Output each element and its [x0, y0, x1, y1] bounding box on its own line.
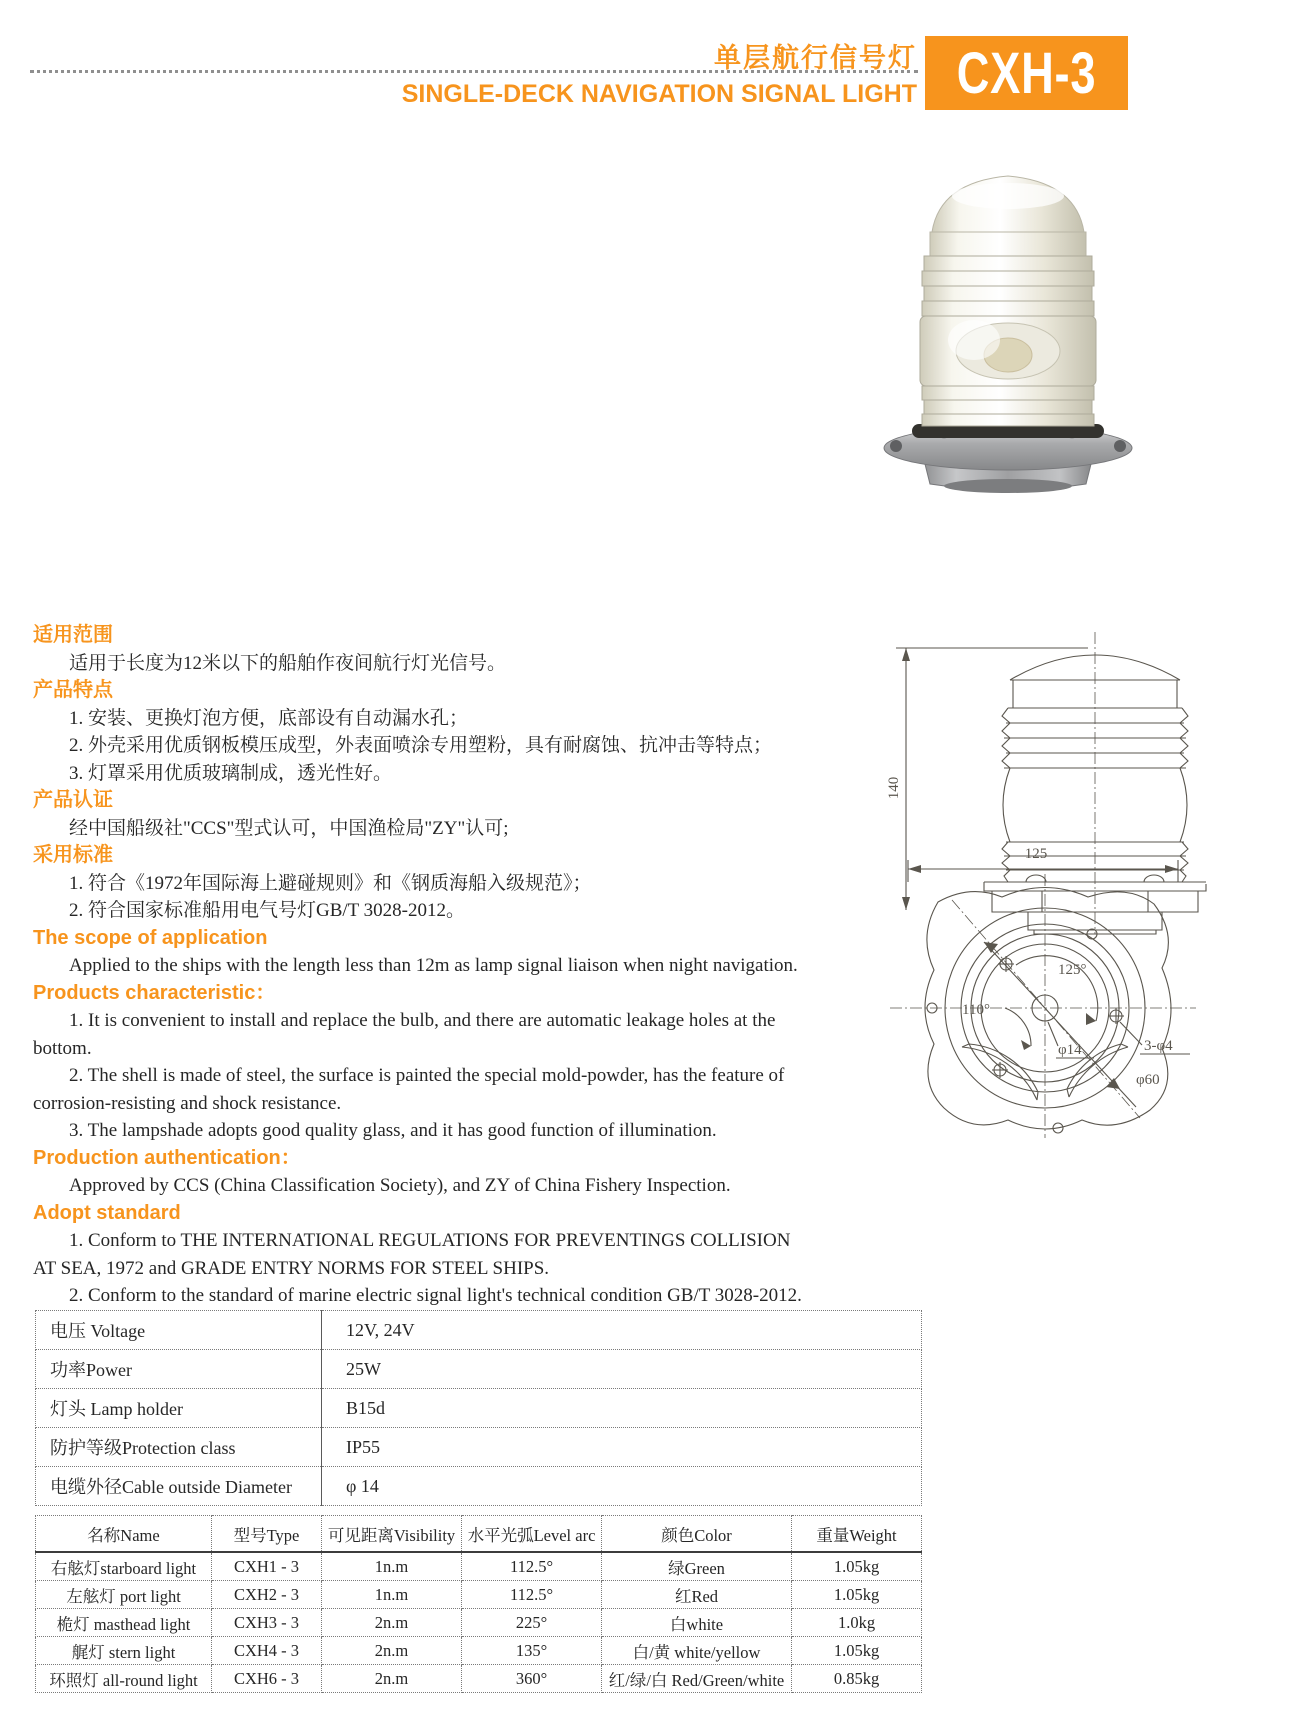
- cell-name: 桅灯 masthead light: [36, 1609, 212, 1637]
- col-header-color: 颜色Color: [602, 1516, 792, 1553]
- spec-table: [35, 1310, 922, 1506]
- cell-visibility: 2n.m: [322, 1637, 462, 1665]
- model-badge-label: CXH-3: [956, 40, 1097, 106]
- body-line: Approved by CCS (China Classification Society), and ZY of China Fishery Inspection.: [69, 1175, 731, 1196]
- cell-visibility: 2n.m: [322, 1609, 462, 1637]
- table-row: [36, 1637, 922, 1665]
- cell-name: 环照灯 all-round light: [36, 1665, 212, 1693]
- cell-type: CXH1 - 3: [212, 1552, 322, 1581]
- fresnel-ribs-top: [922, 256, 1094, 316]
- body-line: 2. 外壳采用优质钢板模压成型，外表面喷涂专用塑粉，具有耐腐蚀、抗冲击等特点；: [69, 735, 773, 756]
- metal-base: [884, 424, 1132, 493]
- table-row: [36, 1552, 922, 1581]
- cell-level-arc: 112.5°: [462, 1581, 602, 1609]
- col-header-visibility: 可见距离Visibility: [322, 1516, 462, 1553]
- body-line: AT SEA, 1972 and GRADE ENTRY NORMS FOR STEEL SHIPS.: [33, 1257, 550, 1279]
- cell-name: 左舷灯 port light: [36, 1581, 212, 1609]
- section-heading-features-cn: 产品特点: [33, 679, 113, 701]
- header-dotted-rule: [30, 70, 918, 73]
- spec-value-cable-diameter: φ 14: [322, 1467, 922, 1506]
- cell-type: CXH4 - 3: [212, 1637, 322, 1665]
- section-heading-scope-en: The scope of application: [33, 926, 268, 949]
- body-line: 2. 符合国家标准船用电气号灯GB/T 3028-2012。: [69, 900, 466, 921]
- fresnel-ribs-bottom: [922, 386, 1094, 426]
- body-line: 适用于长度为12米以下的船舶作夜间航行灯光信号。: [69, 652, 507, 674]
- table-row: [36, 1581, 922, 1609]
- spec-value-protection-class: IP55: [322, 1428, 922, 1467]
- page-title-cn: 单层航行信号灯: [714, 43, 917, 73]
- body-line: 1. It is convenient to install and replace the bulb, and there are automatic leakage holes at the: [69, 1010, 776, 1031]
- cell-name: 右舷灯starboard light: [36, 1552, 212, 1581]
- spec-value-power: 25W: [322, 1350, 922, 1389]
- spec-label-cable-diameter: 电缆外径Cable outside Diameter: [36, 1467, 322, 1506]
- cell-weight: 1.0kg: [792, 1609, 922, 1637]
- cell-weight: 1.05kg: [792, 1552, 922, 1581]
- cell-level-arc: 135°: [462, 1637, 602, 1665]
- spec-label-lamp-holder: 灯头 Lamp holder: [36, 1389, 322, 1428]
- body-line: 2. Conform to the standard of marine electric signal light's technical condition GB/T 3028-2012.: [69, 1285, 802, 1306]
- cell-color: 白white: [602, 1609, 792, 1637]
- body-line: 1. 符合《1972年国际海上避碰规则》和《钢质海船入级规范》；: [69, 872, 592, 894]
- body-line: Applied to the ships with the length less than 12m as lamp signal liaison when night navigation.: [69, 955, 798, 976]
- section-heading-adopt-standard-en: Adopt standard: [33, 1201, 181, 1224]
- mount-holes-label: 3-φ4: [1144, 1038, 1173, 1054]
- cell-type: CXH6 - 3: [212, 1665, 322, 1693]
- col-header-type: 型号Type: [212, 1516, 322, 1553]
- product-photo: [856, 160, 1160, 499]
- cell-visibility: 2n.m: [322, 1665, 462, 1693]
- cell-color: 绿Green: [602, 1552, 792, 1581]
- table-row: [36, 1665, 922, 1693]
- table-row: [36, 1389, 922, 1428]
- section-heading-standard-cn: 采用标准: [33, 844, 113, 866]
- cell-level-arc: 225°: [462, 1609, 602, 1637]
- center-hole-label: φ14: [1058, 1042, 1082, 1058]
- cell-name: 艉灯 stern light: [36, 1637, 212, 1665]
- body-line: bottom.: [33, 1037, 92, 1059]
- body-line: 1. Conform to THE INTERNATIONAL REGULATIONS FOR PREVENTINGS COLLISION: [69, 1230, 791, 1251]
- cell-visibility: 1n.m: [322, 1581, 462, 1609]
- cell-weight: 0.85kg: [792, 1665, 922, 1693]
- section-heading-characteristic-en: Products characteristic：: [33, 981, 276, 1004]
- model-badge: [925, 36, 1128, 110]
- body-line: 3. The lampshade adopts good quality glass, and it has good function of illumination.: [69, 1120, 717, 1141]
- cell-visibility: 1n.m: [322, 1552, 462, 1581]
- spec-label-protection-class: 防护等级Protection class: [36, 1428, 322, 1467]
- angle-110-label: 110°: [962, 1002, 990, 1018]
- spec-label-voltage: 电压 Voltage: [36, 1311, 322, 1350]
- table-row: [36, 1467, 922, 1506]
- body-line: 3. 灯罩采用优质玻璃制成，透光性好。: [69, 762, 393, 784]
- spec-value-lamp-holder: B15d: [322, 1389, 922, 1428]
- body-copy: [33, 622, 1173, 1310]
- body-line: corrosion-resisting and shock resistance.: [33, 1092, 342, 1114]
- cell-level-arc: 112.5°: [462, 1552, 602, 1581]
- cell-weight: 1.05kg: [792, 1581, 922, 1609]
- models-table: [35, 1515, 922, 1693]
- body-line: 经中国船级社"CCS"型式认可，中国渔检局"ZY"认可;: [69, 817, 509, 839]
- cell-level-arc: 360°: [462, 1665, 602, 1693]
- cell-type: CXH3 - 3: [212, 1609, 322, 1637]
- table-row: [36, 1428, 922, 1467]
- glass-lens: [920, 176, 1096, 426]
- page-title-en: SINGLE-DECK NAVIGATION SIGNAL LIGHT: [401, 80, 917, 108]
- angle-125-label: 125°: [1058, 962, 1087, 978]
- cell-color: 红Red: [602, 1581, 792, 1609]
- navigation-light-photo: [856, 160, 1160, 494]
- col-header-name: 名称Name: [36, 1516, 212, 1553]
- section-heading-scope-cn: 适用范围: [33, 624, 113, 646]
- col-header-level-arc: 水平光弧Level arc: [462, 1516, 602, 1553]
- bolt-circle-label: φ60: [1136, 1072, 1160, 1088]
- spec-value-voltage: 12V, 24V: [322, 1311, 922, 1350]
- height-dimension-label: 140: [886, 776, 902, 800]
- col-header-weight: 重量Weight: [792, 1516, 922, 1553]
- body-line: 2. The shell is made of steel, the surface is painted the special mold-powder, has the feature of: [69, 1065, 785, 1086]
- cell-color: 白/黄 white/yellow: [602, 1637, 792, 1665]
- cell-color: 红/绿/白 Red/Green/white: [602, 1665, 792, 1693]
- section-heading-certification-cn: 产品认证: [33, 789, 113, 811]
- cell-type: CXH2 - 3: [212, 1581, 322, 1609]
- cell-weight: 1.05kg: [792, 1637, 922, 1665]
- table-row: [36, 1311, 922, 1350]
- spec-label-power: 功率Power: [36, 1350, 322, 1389]
- table-row: [36, 1350, 922, 1389]
- body-line: 1. 安装、更换灯泡方便，底部设有自动漏水孔；: [69, 707, 469, 729]
- table-header-row: [36, 1516, 922, 1553]
- width-dimension-label: 125: [1024, 846, 1048, 862]
- table-row: [36, 1609, 922, 1637]
- section-heading-authentication-en: Production authentication：: [33, 1146, 301, 1169]
